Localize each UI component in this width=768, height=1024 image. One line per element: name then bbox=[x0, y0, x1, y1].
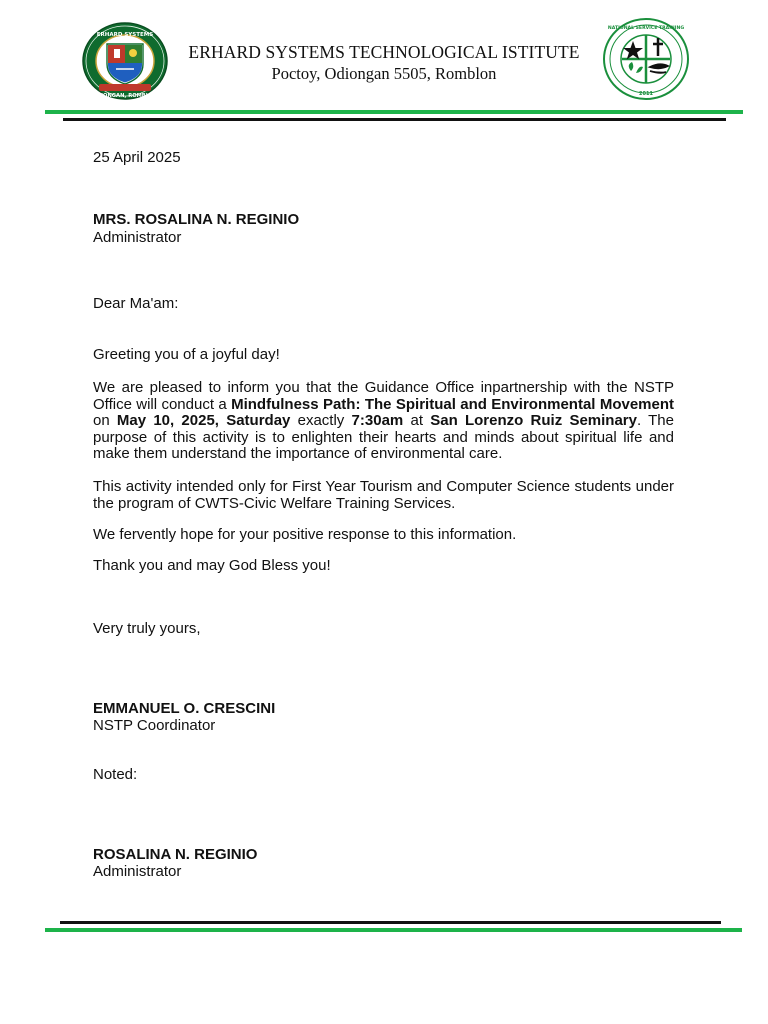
letter-date: 25 April 2025 bbox=[93, 149, 181, 166]
thanks-line: Thank you and may God Bless you! bbox=[93, 557, 331, 574]
nstp-seal-icon bbox=[602, 17, 690, 101]
header-green-rule bbox=[45, 110, 743, 114]
noted-title: Administrator bbox=[93, 863, 182, 880]
body-paragraph-2: This activity intended only for First Year Tourism and Computer Science students under the program of CWTS-Civic Welfare Training Services. bbox=[93, 478, 674, 512]
activity-venue: San Lorenzo Ruiz Seminary bbox=[430, 412, 637, 430]
school-seal-icon bbox=[82, 22, 168, 100]
recipient-title: Administrator bbox=[93, 229, 182, 246]
body-paragraph-3: We fervently hope for your positive response to this information. bbox=[93, 526, 517, 543]
header-black-rule bbox=[63, 118, 726, 121]
svg-text:2011: 2011 bbox=[639, 91, 653, 97]
svg-text:ODIONGAN, ROMBLON: ODIONGAN, ROMBLON bbox=[92, 93, 158, 99]
greeting: Greeting you of a joyful day! bbox=[93, 346, 280, 363]
institution-address: Poctoy, Odiongan 5505, Romblon bbox=[271, 64, 497, 83]
body1-text-2: on bbox=[93, 412, 117, 430]
closing-line: Very truly yours, bbox=[93, 620, 201, 637]
institution-name: ERHARD SYSTEMS TECHNOLOGICAL ISTITUTE bbox=[188, 42, 580, 62]
activity-time: 7:30am bbox=[351, 412, 404, 430]
body1-text-3: exactly bbox=[290, 412, 352, 430]
body1-text-4: at bbox=[403, 412, 431, 430]
noted-name: ROSALINA N. REGINIO bbox=[93, 846, 258, 863]
svg-text:ERHARD SYSTEMS: ERHARD SYSTEMS bbox=[96, 32, 154, 38]
noted-label: Noted: bbox=[93, 766, 138, 783]
svg-text:NATIONAL SERVICE TRAINING: NATIONAL SERVICE TRAINING bbox=[607, 26, 685, 31]
footer-green-rule bbox=[45, 928, 742, 932]
body1-text-1: We are pleased to inform you that the Guidance Office inpartnership with the NSTP Office will conduct a bbox=[93, 379, 674, 413]
activity-date: May 10, 2025, Saturday bbox=[116, 412, 291, 430]
recipient-name: MRS. ROSALINA N. REGINIO bbox=[93, 211, 300, 228]
body-paragraph-1 bbox=[93, 380, 674, 463]
footer-black-rule bbox=[60, 921, 721, 924]
activity-name: Mindfulness Path: The Spiritual and Environmental Movement bbox=[231, 395, 675, 413]
body1-text-5: . The purpose of this activity is to enlighten their hearts and minds about spiritual life and make them understand the importance of environmental care. bbox=[93, 412, 674, 463]
salutation: Dear Ma'am: bbox=[93, 295, 179, 312]
signatory-title: NSTP Coordinator bbox=[93, 717, 216, 734]
signatory-name: EMMANUEL O. CRESCINI bbox=[93, 700, 276, 717]
